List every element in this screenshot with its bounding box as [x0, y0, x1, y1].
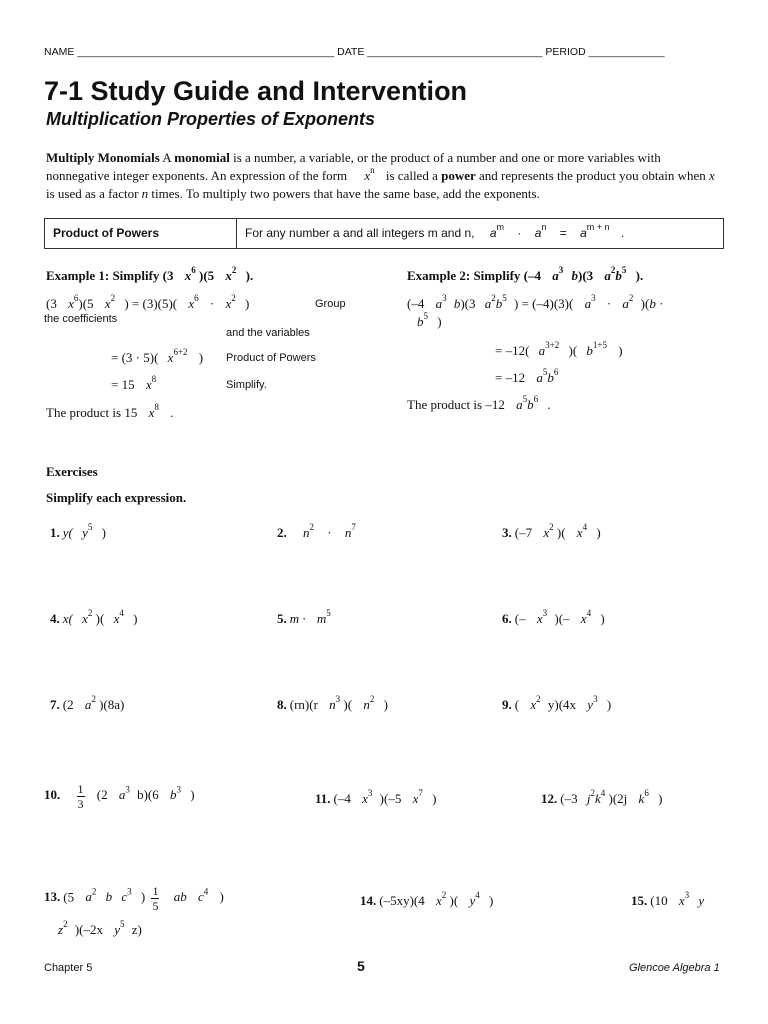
- term: m ·: [289, 611, 306, 626]
- exponent: 2: [91, 886, 97, 897]
- term: (5: [63, 889, 75, 905]
- term: k: [594, 791, 601, 806]
- date-field-label: DATE ______________________________: [337, 46, 543, 58]
- exercise-11: [315, 788, 437, 807]
- ex1-note-product-of-powers: Product of Powers: [226, 352, 316, 364]
- term: x(: [62, 611, 73, 626]
- term: j: [586, 791, 591, 806]
- term: x: [530, 697, 537, 712]
- var-n: n: [141, 186, 149, 201]
- term-monomial: monomial: [174, 150, 230, 165]
- ex1-note-simplify: Simplify.: [226, 379, 267, 391]
- name-field-label: NAME ____________________________________________: [44, 46, 335, 58]
- ex2-exp: 5: [423, 311, 428, 321]
- exponent: 3: [367, 788, 373, 798]
- term: a: [118, 787, 126, 803]
- term: )(–2x: [74, 922, 103, 937]
- example1-answer: [46, 402, 174, 421]
- exponent: 5: [120, 919, 125, 929]
- fraction: [77, 782, 85, 811]
- exercise-number: 11.: [315, 791, 331, 806]
- ex2-exp: 6: [533, 394, 539, 404]
- term: n: [363, 697, 370, 712]
- exercise-number: 7.: [50, 697, 60, 712]
- term: x: [580, 611, 587, 626]
- exponent: 2: [549, 522, 554, 532]
- term: x: [113, 611, 120, 626]
- ex2-var: a: [536, 370, 543, 385]
- exercise-number: 1.: [50, 525, 60, 540]
- example2-step1-cont: [417, 311, 442, 330]
- term: ): [140, 889, 146, 905]
- term: b: [170, 787, 177, 803]
- exercise-2: [277, 522, 356, 541]
- exercise-number: 2.: [277, 525, 287, 540]
- ex1-step-text: = (3 · 5)(: [111, 350, 159, 365]
- exponent: 4: [600, 788, 606, 798]
- rule-dot: ·: [517, 226, 522, 240]
- ex2-exp: 3: [442, 293, 447, 303]
- fraction: [151, 884, 159, 913]
- ex1-title-text: ).: [245, 268, 254, 283]
- exercise-15-cont: [58, 919, 142, 938]
- exercise-12: [541, 788, 663, 807]
- term: x: [436, 893, 442, 908]
- term: m: [316, 611, 327, 626]
- term: c: [121, 889, 128, 905]
- ex2-var: b: [586, 343, 593, 358]
- ex1-var: x: [148, 405, 155, 420]
- term: ): [383, 697, 388, 712]
- example2-step2: [495, 340, 623, 359]
- ex1-step-text: ): [245, 296, 250, 311]
- ex1-step-text: )(5: [78, 296, 94, 311]
- ex2-var: b: [453, 296, 461, 311]
- name-line: [44, 46, 664, 58]
- form-exponent: n: [370, 165, 375, 175]
- exponent: 3: [335, 694, 341, 704]
- ex1-step-text: = 15: [111, 377, 135, 392]
- exponent: 2: [91, 694, 96, 704]
- term: y(: [62, 525, 73, 540]
- exercise-8: [277, 694, 388, 713]
- rule-var: a: [534, 226, 542, 240]
- example2-title: [407, 265, 644, 284]
- exercise-13: [44, 884, 224, 913]
- ex2-var: b: [615, 268, 622, 283]
- ex2-exp: 2: [491, 293, 496, 303]
- exponent: 5: [326, 608, 331, 618]
- ex1-var: x: [225, 268, 232, 283]
- exercises-instructions: Simplify each expression.: [46, 490, 187, 505]
- ex2-exp: 5: [621, 265, 627, 275]
- ex2-step-text: ): [618, 343, 623, 358]
- ex1-answer-text: The product is 15: [46, 405, 138, 420]
- term-power: power: [441, 168, 476, 183]
- var-x: x: [709, 168, 715, 183]
- ex2-exp: 5: [502, 293, 507, 303]
- ex1-var: x: [225, 296, 232, 311]
- exponent: 5: [87, 522, 93, 532]
- exercise-7: [50, 694, 125, 713]
- exponent: 4: [586, 608, 592, 618]
- exercise-number: 5.: [277, 611, 287, 626]
- exercise-number: 4.: [50, 611, 60, 626]
- ex1-exp: 8: [151, 374, 157, 384]
- term: (10: [650, 893, 668, 908]
- term: z): [131, 922, 142, 937]
- rule-var: a: [489, 226, 497, 240]
- ex2-exp: 3+2: [545, 340, 560, 350]
- term: ): [432, 791, 437, 806]
- ex1-exp: 2: [231, 293, 236, 303]
- page-title: 7-1 Study Guide and Intervention: [44, 76, 468, 106]
- ex2-step-text: ) = (–4)(3)(: [514, 296, 574, 311]
- ex1-exp: 6: [191, 265, 196, 275]
- example1-title: [46, 265, 254, 284]
- ex2-step-text: (–4: [407, 296, 425, 311]
- term: )(: [95, 611, 105, 626]
- term: k: [638, 791, 645, 806]
- exponent: 3: [684, 890, 690, 900]
- exercise-4: [50, 608, 138, 627]
- exponent: 2: [369, 694, 375, 704]
- ex1-title-text: )(5: [198, 268, 215, 283]
- term: x: [543, 525, 550, 540]
- term: a: [84, 697, 92, 712]
- term: (–3: [560, 791, 578, 806]
- rule-exp: m + n: [586, 222, 610, 232]
- ex2-var: b: [527, 397, 534, 412]
- ex1-step-text: ): [198, 350, 204, 365]
- page-subtitle: Multiplication Properties of Exponents: [46, 109, 376, 129]
- fraction-numerator: 1: [152, 884, 159, 898]
- ex2-var: b: [649, 296, 656, 311]
- term: (: [514, 697, 520, 712]
- fraction-denominator: 5: [152, 899, 159, 913]
- exponent: 4: [203, 886, 209, 897]
- term: ): [596, 525, 601, 540]
- exponent: 3: [176, 784, 182, 795]
- term: a: [85, 889, 92, 905]
- term: x: [576, 525, 583, 540]
- term: y: [587, 697, 594, 712]
- term: ): [606, 697, 612, 712]
- ex2-exp: 1+5: [592, 340, 607, 350]
- term: y: [82, 525, 88, 540]
- exponent: 2: [590, 788, 595, 798]
- ex1-exp: 2: [110, 293, 116, 303]
- term: ): [190, 787, 195, 803]
- ex1-step-text: (3: [46, 296, 57, 311]
- ex2-step-text: )(3: [460, 296, 476, 311]
- exponent: 4: [119, 608, 124, 618]
- intro-text: is called a: [382, 168, 442, 183]
- exercise-15: [631, 890, 705, 909]
- exercise-number: 6.: [502, 611, 512, 626]
- rule-var: a: [580, 226, 587, 240]
- term: ): [101, 525, 106, 540]
- rule-exp: m: [496, 222, 504, 232]
- intro-text: is used as a factor: [46, 186, 142, 201]
- ex1-title-text: Example 1: Simplify (3: [46, 268, 174, 283]
- ex2-var: a: [584, 296, 592, 311]
- ex1-exp: 8: [154, 402, 159, 412]
- exercise-number: 3.: [502, 525, 512, 540]
- term: )(8a): [99, 697, 125, 712]
- ex2-title-text: )(3: [577, 268, 594, 283]
- term: (–7: [514, 525, 533, 540]
- ex1-exp: 6: [194, 293, 199, 303]
- term: y: [698, 893, 705, 908]
- term: )(2j: [608, 791, 628, 806]
- footer-chapter: Chapter 5: [44, 962, 93, 974]
- exercise-number: 10.: [44, 787, 61, 803]
- ex2-exp: 3: [558, 265, 564, 275]
- exponent: 3: [127, 886, 132, 897]
- ex1-step-text: ·: [209, 296, 215, 311]
- exponent: 4: [582, 522, 588, 532]
- ex1-note-variables: and the variables: [226, 327, 310, 339]
- intro-text: times. To multiply two powers that have the same base, add the exponents.: [148, 186, 540, 201]
- term: ): [600, 611, 605, 626]
- term: x: [82, 611, 88, 626]
- term: n: [303, 525, 310, 540]
- ex1-var: x: [104, 296, 111, 311]
- intro-paragraph: [46, 149, 726, 203]
- period-field-label: PERIOD _____________: [545, 46, 665, 58]
- exercise-14: [360, 890, 494, 909]
- term: x: [678, 893, 685, 908]
- term: b: [105, 889, 113, 905]
- term: y: [114, 922, 121, 937]
- ex2-var: a: [538, 343, 546, 358]
- exercise-number: 12.: [541, 791, 558, 806]
- ex2-var: a: [604, 268, 611, 283]
- term: ): [133, 611, 138, 626]
- exponent: 3: [542, 608, 548, 618]
- ex2-step-text: ): [437, 314, 442, 329]
- intro-heading: Multiply Monomials: [46, 150, 160, 165]
- term: (–: [514, 611, 526, 626]
- ex1-exp: 2: [231, 265, 237, 275]
- term: n: [344, 525, 352, 540]
- exercise-9: [502, 694, 612, 713]
- example1-step2: [111, 347, 204, 366]
- term: y: [469, 893, 476, 908]
- ex2-title-text: ).: [635, 268, 644, 283]
- exponent: 2: [536, 694, 541, 704]
- ex2-var: a: [484, 296, 492, 311]
- ex2-exp: 6: [553, 367, 559, 377]
- ex1-exp: 6+2: [173, 347, 188, 357]
- footer-book: Glencoe Algebra 1: [629, 962, 720, 974]
- ex2-exp: 5: [542, 367, 548, 377]
- fraction-numerator: 1: [77, 782, 84, 796]
- term: x: [412, 791, 419, 806]
- ex1-var: x: [184, 268, 192, 283]
- form-base: x: [364, 168, 371, 183]
- ex2-step-text: )(: [568, 343, 578, 358]
- ex1-answer-text: .: [170, 405, 174, 420]
- term: )(: [343, 697, 353, 712]
- exponent: 2: [309, 522, 314, 532]
- exponent: 2: [87, 608, 93, 618]
- term: )(: [556, 525, 566, 540]
- ex2-title-text: Example 2: Simplify (–4: [407, 268, 541, 283]
- exercise-5: [277, 608, 331, 627]
- ex2-step-text: )(: [640, 296, 650, 311]
- product-of-powers-box: [44, 218, 724, 249]
- term: (rn)(r: [289, 697, 318, 712]
- exercise-number: 9.: [502, 697, 512, 712]
- exercise-6: [502, 608, 605, 627]
- rule-equals: =: [559, 226, 567, 240]
- term: (–4: [333, 791, 351, 806]
- ex2-var: a: [552, 268, 559, 283]
- ex1-note-coefficients: the coefficients: [44, 313, 118, 325]
- ex2-var: b: [495, 296, 503, 311]
- exercises-heading: Exercises: [46, 464, 98, 479]
- term: b)(6: [137, 787, 159, 803]
- exponent: 7: [418, 788, 423, 798]
- term: )(–: [554, 611, 570, 626]
- exercise-10: [44, 782, 195, 811]
- ex2-step-text: = –12: [495, 370, 526, 385]
- term: z: [58, 922, 64, 937]
- term: y)(4x: [547, 697, 577, 712]
- ex2-var: a: [435, 296, 443, 311]
- term: (2: [62, 697, 74, 712]
- term: ·: [327, 525, 332, 540]
- example1-step1: [46, 293, 250, 312]
- ex1-var: x: [68, 296, 74, 311]
- term: ab: [173, 889, 187, 905]
- exponent: 4: [475, 890, 480, 900]
- ex2-step-text: = –12(: [495, 343, 530, 358]
- ex2-var: b: [571, 268, 578, 283]
- term: (2: [96, 787, 108, 803]
- ex1-var: x: [188, 296, 195, 311]
- fraction-denominator: 3: [77, 797, 84, 811]
- rule-label: Product of Powers: [45, 219, 237, 248]
- ex2-var: a: [516, 397, 523, 412]
- ex2-exp: 5: [522, 394, 528, 404]
- exercise-number: 13.: [44, 889, 61, 905]
- term: ): [658, 791, 663, 806]
- term: x: [362, 791, 368, 806]
- rule-exp: n: [541, 222, 547, 232]
- ex1-note-group: Group: [315, 298, 346, 310]
- rule-text: [245, 222, 625, 240]
- example2-step3: [495, 367, 559, 386]
- term: )(–5: [379, 791, 402, 806]
- footer-page-number: 5: [357, 958, 365, 974]
- example2-step1: [407, 293, 664, 312]
- ex2-step-text: ·: [659, 296, 664, 311]
- ex2-answer-text: .: [547, 397, 551, 412]
- term: c: [197, 889, 204, 905]
- ex1-step-text: ) = (3)(5)(: [124, 296, 178, 311]
- exercise-3: [502, 522, 601, 541]
- exponent: 7: [351, 522, 356, 532]
- term: (–5xy)(4: [379, 893, 425, 908]
- term: x: [536, 611, 543, 626]
- exponent: 2: [63, 919, 68, 929]
- exponent: 6: [644, 788, 649, 798]
- rule-description: For any number a and all integers m and n,: [245, 226, 475, 240]
- exercise-number: 14.: [360, 893, 377, 908]
- ex2-exp: 2: [610, 265, 616, 275]
- rule-period: .: [620, 226, 625, 240]
- ex1-exp: 6: [73, 293, 79, 303]
- intro-text: is a number, a variable, or the product of a number and one or more variables with nonnegative integer exponents. An expression of the form: [46, 150, 661, 183]
- exercise-1: [50, 522, 106, 541]
- example2-answer: [407, 394, 551, 413]
- ex2-answer-text: The product is –12: [407, 397, 505, 412]
- exercise-number: 15.: [631, 893, 648, 908]
- intro-text: A: [159, 150, 175, 165]
- exponent: 3: [593, 694, 598, 704]
- term: ): [488, 893, 494, 908]
- exercise-number: 8.: [277, 697, 287, 712]
- ex1-var: x: [145, 377, 152, 392]
- ex1-var: x: [167, 350, 174, 365]
- exponent: 3: [125, 784, 130, 795]
- intro-text: and represents the product you obtain when: [475, 168, 709, 183]
- ex2-var: b: [547, 370, 554, 385]
- ex2-var: b: [417, 314, 424, 329]
- example1-step3: [111, 374, 157, 393]
- term: n: [329, 697, 336, 712]
- ex2-exp: 3: [591, 293, 596, 303]
- ex2-var: a: [622, 296, 629, 311]
- ex2-exp: 2: [628, 293, 634, 303]
- exponent: 2: [441, 890, 447, 900]
- term: )(: [449, 893, 459, 908]
- term: ): [219, 889, 224, 905]
- ex2-step-text: ·: [606, 296, 612, 311]
